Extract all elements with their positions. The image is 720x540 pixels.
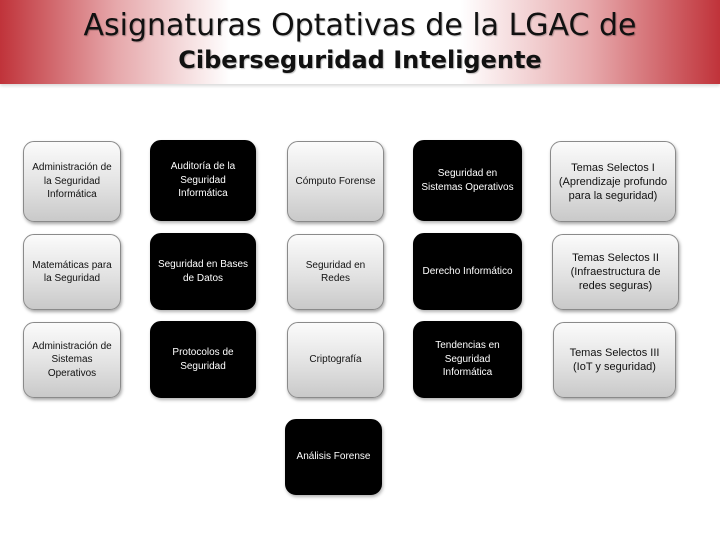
- title-banner: [0, 0, 720, 84]
- course-seguridad-sistemas-operativos: Seguridad en Sistemas Operativos: [413, 140, 522, 221]
- course-administracion-sistemas-operativos: Administración de Sistemas Operativos: [23, 322, 121, 398]
- course-analisis-forense: Análisis Forense: [285, 419, 382, 495]
- course-administracion-seguridad: Administración de la Seguridad Informática: [23, 141, 121, 222]
- course-criptografia: Criptografía: [287, 322, 384, 398]
- course-temas-selectos-3: Temas Selectos III (IoT y seguridad): [553, 322, 676, 398]
- course-derecho-informatico: Derecho Informático: [413, 233, 522, 310]
- course-auditoria: Auditoría de la Seguridad Informática: [150, 140, 256, 221]
- course-seguridad-bases-datos: Seguridad en Bases de Datos: [150, 233, 256, 310]
- page-title-line-1: Asignaturas Optativas de la LGAC de: [83, 8, 637, 43]
- course-temas-selectos-1: Temas Selectos I (Aprendizaje profundo para la seguridad): [550, 141, 676, 222]
- course-protocolos-seguridad: Protocolos de Seguridad: [150, 321, 256, 398]
- course-temas-selectos-2: Temas Selectos II (Infraestructura de redes seguras): [552, 234, 679, 310]
- course-seguridad-redes: Seguridad en Redes: [287, 234, 384, 310]
- page-title-line-2: Ciberseguridad Inteligente: [178, 46, 542, 74]
- course-computo-forense: Cómputo Forense: [287, 141, 384, 222]
- course-tendencias-seguridad: Tendencias en Seguridad Informática: [413, 321, 522, 398]
- course-matematicas: Matemáticas para la Seguridad: [23, 234, 121, 310]
